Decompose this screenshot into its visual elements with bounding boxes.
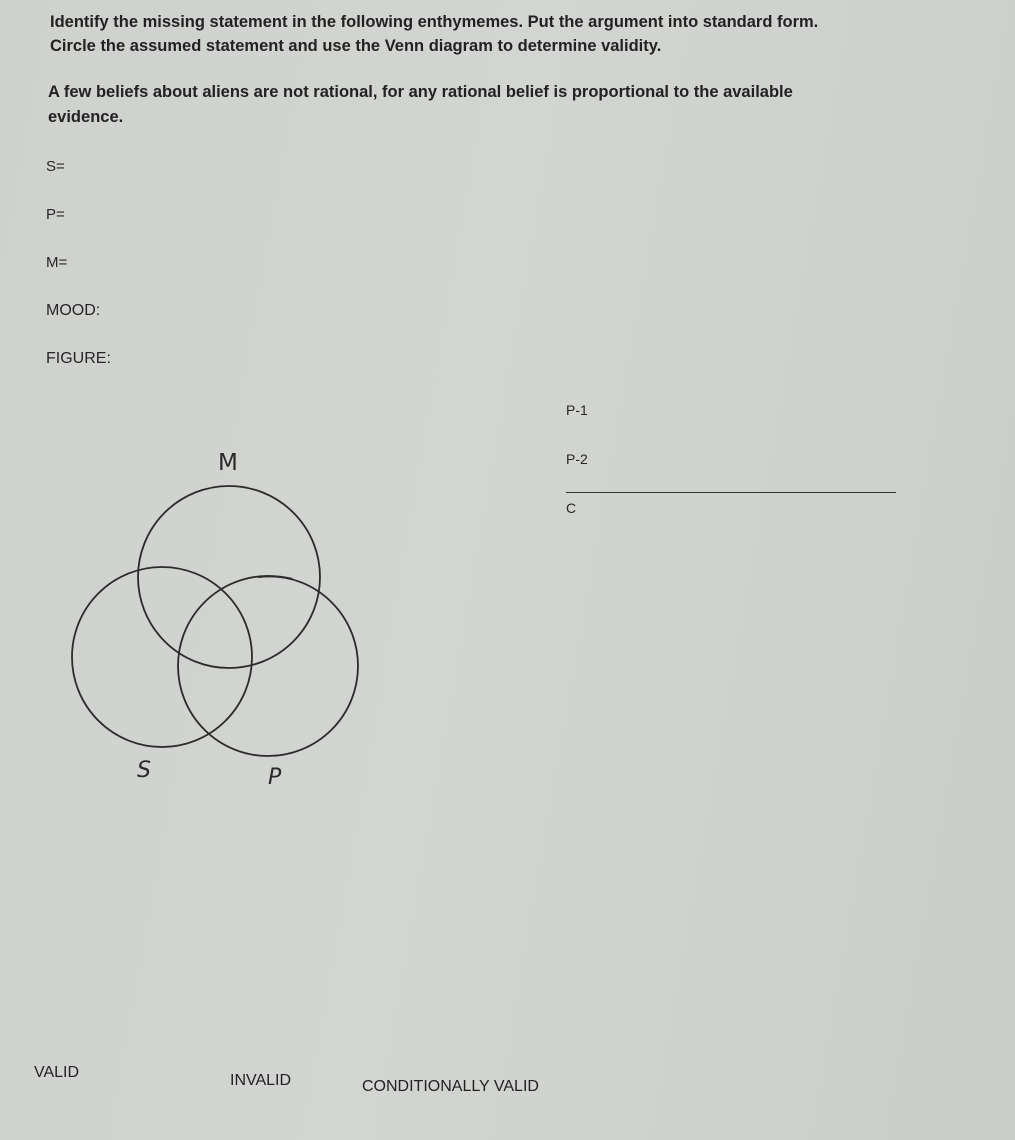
figure-label: FIGURE: (46, 350, 111, 367)
instructions (50, 10, 930, 58)
enthymeme-text (48, 80, 848, 130)
invalid-option[interactable]: INVALID (230, 1072, 292, 1089)
conclusion-divider-line (566, 492, 896, 493)
premise-1-label: P-1 (566, 402, 588, 418)
enthymeme-line-2: evidence. (48, 108, 124, 126)
valid-option[interactable]: VALID (34, 1064, 80, 1081)
instructions-line-2: Circle the assumed statement and use the Venn diagram to determine validity. (50, 37, 662, 55)
enthymeme-line-1: A few beliefs about aliens are not rational, for any rational belief is proportional to the available (48, 83, 793, 101)
conclusion-label: C (566, 500, 577, 516)
venn-circle-p (178, 576, 358, 756)
predicate-term-label: P= (46, 206, 65, 223)
conditionally-valid-option[interactable]: CONDITIONALLY VALID (362, 1078, 539, 1095)
venn-label-m: M (218, 450, 238, 476)
venn-overdraw-stroke (258, 576, 292, 579)
middle-term-label: M= (46, 254, 68, 271)
mood-label: MOOD: (46, 302, 101, 319)
instructions-line-1: Identify the missing statement in the following enthymemes. Put the argument into standard form. (50, 13, 819, 31)
subject-term-label: S= (46, 158, 65, 175)
venn-circle-s (72, 567, 252, 747)
venn-label-p: P (268, 765, 282, 790)
venn-circle-m (138, 486, 320, 668)
premise-2-label: P-2 (566, 451, 588, 467)
venn-label-s: S (137, 758, 151, 783)
